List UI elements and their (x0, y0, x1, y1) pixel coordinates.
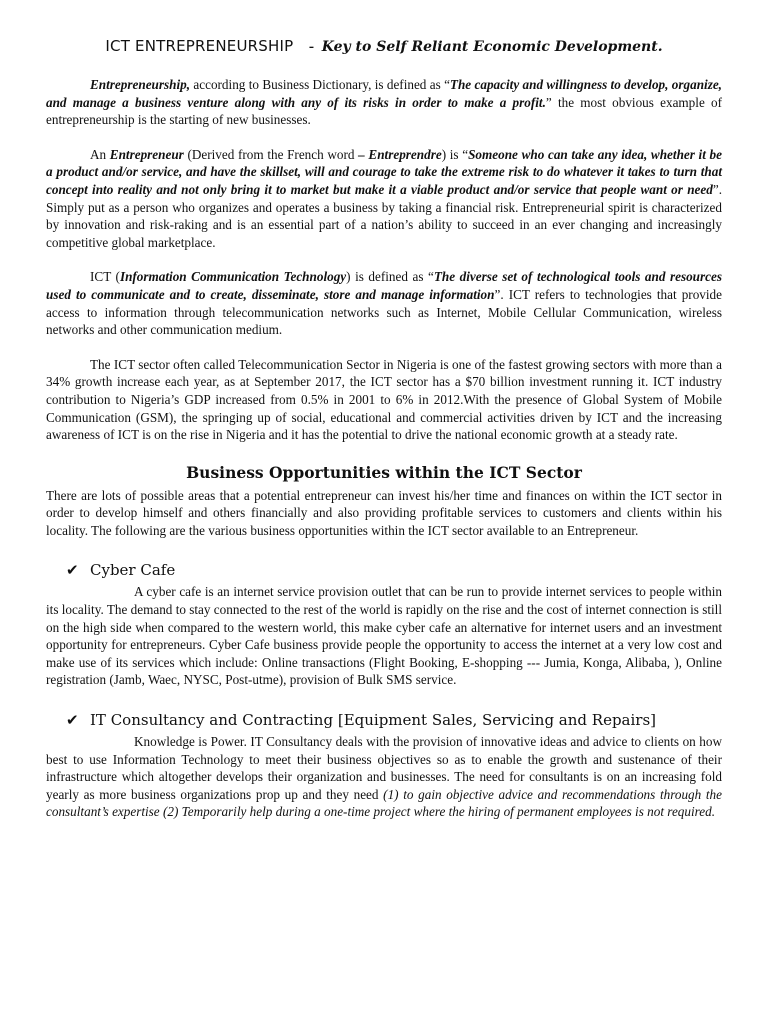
paragraph-it-consultancy: Knowledge is Power. IT Consultancy deals with the provision of innovative ideas and advice to clients on how best to use Information Technology to meet their business objectives so as to enable the growth and sustenance of their infrastructure which altogether develops their organization and businesses. The need for consultants is on an increasing fold yearly as more business organizations prop up and they need (1) to gain objective advice and recommendations through the consultant’s expertise (2) Temporarily help during a one-time project where the hiring of permanent employees is not required. (46, 734, 722, 820)
title-separator: - (308, 38, 314, 55)
title-subtitle: Key to Self Reliant Economic Development. (321, 39, 663, 55)
subheading-label: IT Consultancy and Contracting [Equipment Sales, Servicing and Repairs] (90, 711, 657, 730)
section-heading: Business Opportunities within the ICT Sector (186, 462, 582, 482)
document-title (46, 36, 722, 57)
subheading-cyber-cafe (66, 560, 722, 580)
paragraph-ict-definition: ICT (Information Communication Technology) is defined as “The diverse set of technological tools and resources used to communicate and to create, disseminate, store and manage information”. ICT refers to technologies that provide access to information through telecommunication networks such as Internet, Mobile Cellular Communication, wireless networks and other communication medium. (46, 269, 723, 338)
title-main: ICT ENTREPRENEURSHIP (105, 37, 294, 55)
section-intro: There are lots of possible areas that a potential entrepreneur can invest his/her time and finances on within the ICT sector in order to develop himself and others financially and also providing profitable services to customers and clients within his locality. The following are the various business opportunities within the ICT sector available to an Entrepreneur. (46, 487, 722, 538)
paragraph-entrepreneur: An Entrepreneur (Derived from the French word – Entreprendre) is “Someone who can take any idea, whether it be a product and/or service, and have the skillset, will and courage to take the extreme risk to do whatever it takes to turn that concept into reality and not only bring it to market but make it a viable product and/or service that people want or need”. Simply put as a person who organizes and operates a business by taking a financial risk. Entrepreneurial spirit is characterized by innovation and risk-raking and is an essential part of a nation’s ability to succeed in an ever changing and increasingly competitive global marketplace. (46, 146, 722, 250)
checkmark-icon: ✔ (66, 561, 79, 580)
subheading-label: Cyber Cafe (90, 561, 176, 580)
paragraph-entrepreneurship: Entrepreneurship, according to Business Dictionary, is defined as “The capacity and willingness to develop, organize, and manage a business venture along with any of its risks in order to make a profit.” the most obvious example of entrepreneurship is the starting of new businesses. (46, 77, 722, 128)
document-page (46, 36, 722, 821)
checkmark-icon: ✔ (66, 711, 79, 730)
paragraph-cyber-cafe: A cyber cafe is an internet service provision outlet that can be run to provide internet services to people within its locality. The demand to stay connected to the rest of the world is rapidly on the rise and the cost of internet connection is still on the high side when compared to the western world, this make cyber cafe an alternative for internet users and an investment opportunity for entrepreneurs. Cyber Cafe business provide people the opportunity to access the internet at a very low cost and make use of its services which include: Online transactions (Flight Booking, E-shopping --- Jumia, Konga, Alibaba, ), Online registration (Jamb, Waec, NYSC, Post-utme), provision of Bulk SMS service. (46, 584, 722, 688)
paragraph-ict-sector-nigeria: The ICT sector often called Telecommunication Sector in Nigeria is one of the fastest growing sectors with more than a 34% growth increase each year, as at September 2017, the ICT sector has a $70 billion investment running it. ICT industry contribution to Nigeria’s GDP increased from 0.5% in 2001 to 6% in 2012.With the presence of Global System of Mobile Communication (GSM), the springing up of social, educational and commercial activities driven by ICT and the increasing awareness of ICT is on the rise in Nigeria and it has the potential to drive the national economic growth at a steady rate. (46, 356, 722, 443)
subheading-it-consultancy (66, 710, 722, 730)
